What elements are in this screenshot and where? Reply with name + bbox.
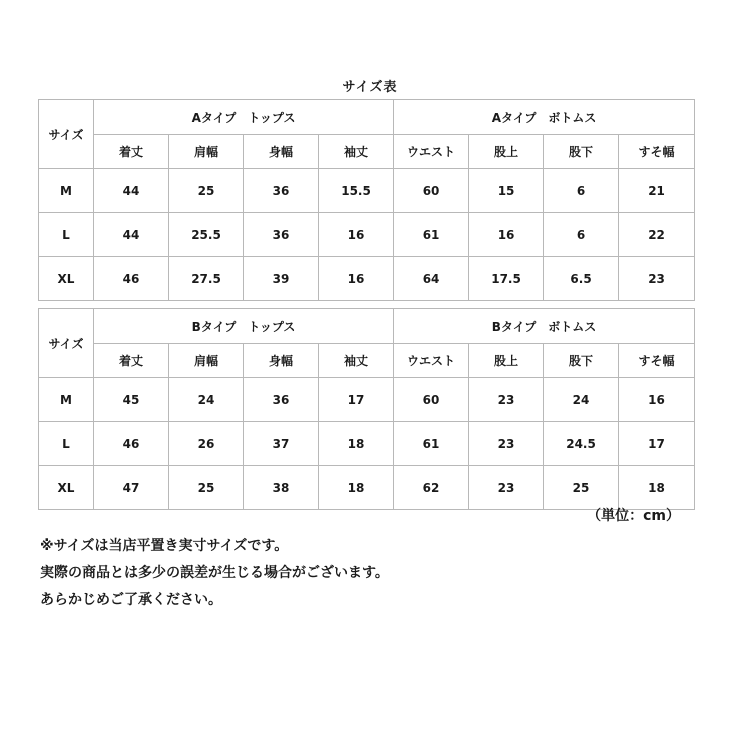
measurement-cell: 25 — [169, 169, 244, 213]
page-title: サイズ表 — [342, 80, 398, 95]
column-header: 股下 — [544, 344, 619, 378]
measurement-cell: 6 — [544, 169, 619, 213]
table-row — [39, 422, 695, 466]
measurement-cell: 6 — [544, 213, 619, 257]
measurement-cell: 62 — [394, 466, 469, 510]
size-table-a — [38, 99, 695, 301]
column-header: 身幅 — [244, 135, 319, 169]
measurement-cell: 64 — [394, 257, 469, 301]
measurement-cell: 15.5 — [319, 169, 394, 213]
measurement-cell: 23 — [469, 378, 544, 422]
table-row — [39, 169, 695, 213]
table-row — [39, 257, 695, 301]
note-line: ※サイズは当店平置き実寸サイズです。 — [40, 538, 289, 554]
measurement-cell: 44 — [94, 169, 169, 213]
column-header: 股上 — [469, 344, 544, 378]
measurement-cell: 18 — [619, 466, 695, 510]
measurement-cell: 36 — [244, 213, 319, 257]
note-line: 実際の商品とは多少の誤差が生じる場合がございます。 — [40, 565, 389, 581]
measurement-cell: 46 — [94, 422, 169, 466]
tops-group-header: Aタイプ トップス — [94, 100, 394, 135]
measurement-cell: 36 — [244, 169, 319, 213]
measurement-cell: 61 — [394, 422, 469, 466]
group-header-row — [39, 309, 695, 344]
size-label: XL — [39, 257, 94, 301]
column-header: 肩幅 — [169, 344, 244, 378]
size-label: XL — [39, 466, 94, 510]
measurement-cell: 24.5 — [544, 422, 619, 466]
measurement-cell: 61 — [394, 213, 469, 257]
column-header: 袖丈 — [319, 344, 394, 378]
measurement-cell: 24 — [544, 378, 619, 422]
measurement-cell: 16 — [319, 257, 394, 301]
measurement-cell: 17 — [319, 378, 394, 422]
table-row — [39, 466, 695, 510]
measurement-cell: 46 — [94, 257, 169, 301]
measurement-cell: 16 — [469, 213, 544, 257]
size-label: M — [39, 169, 94, 213]
column-header: すそ幅 — [619, 344, 695, 378]
column-header-row — [39, 344, 695, 378]
measurement-cell: 26 — [169, 422, 244, 466]
measurement-cell: 17 — [619, 422, 695, 466]
bottoms-group-header: Bタイプ ボトムス — [394, 309, 695, 344]
measurement-cell: 24 — [169, 378, 244, 422]
measurement-cell: 38 — [244, 466, 319, 510]
column-header: 股下 — [544, 135, 619, 169]
column-header: 袖丈 — [319, 135, 394, 169]
measurement-cell: 45 — [94, 378, 169, 422]
measurement-cell: 21 — [619, 169, 695, 213]
note-line: あらかじめご了承ください。 — [40, 592, 222, 608]
column-header: 着丈 — [94, 344, 169, 378]
measurement-cell: 16 — [619, 378, 695, 422]
tops-group-header: Bタイプ トップス — [94, 309, 394, 344]
table-row — [39, 378, 695, 422]
size-label: L — [39, 213, 94, 257]
measurement-cell: 25 — [169, 466, 244, 510]
measurement-cell: 44 — [94, 213, 169, 257]
measurement-cell: 18 — [319, 422, 394, 466]
measurement-cell: 37 — [244, 422, 319, 466]
column-header: 股上 — [469, 135, 544, 169]
size-label: L — [39, 422, 94, 466]
column-header: ウエスト — [394, 135, 469, 169]
measurement-cell: 18 — [319, 466, 394, 510]
measurement-cell: 23 — [469, 422, 544, 466]
measurement-cell: 23 — [619, 257, 695, 301]
measurement-cell: 16 — [319, 213, 394, 257]
size-header: サイズ — [39, 100, 94, 169]
group-header-row — [39, 100, 695, 135]
size-header: サイズ — [39, 309, 94, 378]
measurement-cell: 17.5 — [469, 257, 544, 301]
column-header: ウエスト — [394, 344, 469, 378]
size-label: M — [39, 378, 94, 422]
measurement-cell: 22 — [619, 213, 695, 257]
column-header-row — [39, 135, 695, 169]
bottoms-group-header: Aタイプ ボトムス — [394, 100, 695, 135]
size-table-b — [38, 308, 695, 510]
column-header: 着丈 — [94, 135, 169, 169]
measurement-cell: 60 — [394, 169, 469, 213]
table-row — [39, 213, 695, 257]
notes — [40, 533, 389, 614]
measurement-cell: 25 — [544, 466, 619, 510]
measurement-cell: 47 — [94, 466, 169, 510]
measurement-cell: 60 — [394, 378, 469, 422]
column-header: すそ幅 — [619, 135, 695, 169]
column-header: 肩幅 — [169, 135, 244, 169]
unit-label: （単位：cm） — [587, 508, 680, 524]
measurement-cell: 27.5 — [169, 257, 244, 301]
measurement-cell: 36 — [244, 378, 319, 422]
measurement-cell: 15 — [469, 169, 544, 213]
measurement-cell: 23 — [469, 466, 544, 510]
column-header: 身幅 — [244, 344, 319, 378]
measurement-cell: 39 — [244, 257, 319, 301]
measurement-cell: 6.5 — [544, 257, 619, 301]
measurement-cell: 25.5 — [169, 213, 244, 257]
